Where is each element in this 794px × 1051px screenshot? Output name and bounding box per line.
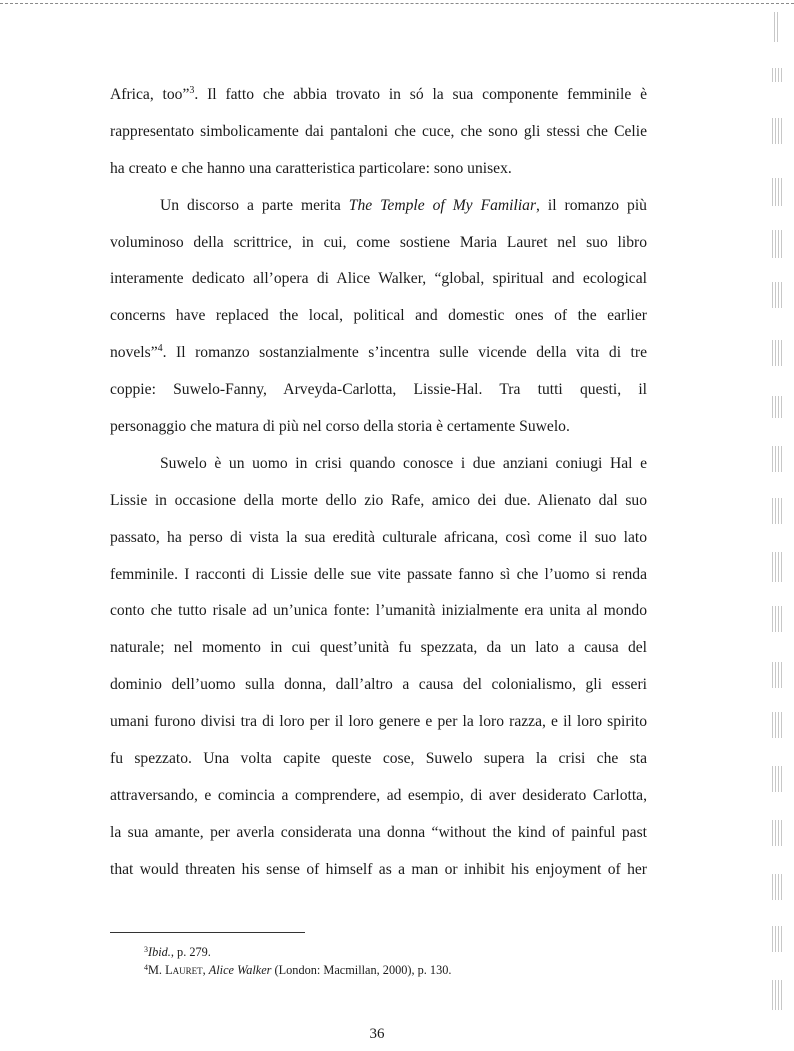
text-line: personaggio che matura di più nel corso della storia è certamente Suwelo.: [110, 418, 570, 436]
text-line: concerns have replaced the local, political and domestic ones of the earlier: [110, 307, 647, 325]
text-line: Un discorso a parte merita The Temple of My Familiar, il romanzo più: [160, 196, 647, 214]
text-line: Suwelo è un uomo in crisi quando conosce i due anziani coniugi Hal e: [160, 454, 647, 472]
scan-artifact: [772, 712, 784, 738]
page-number: 36: [369, 1026, 385, 1042]
author-name: M. Lauret: [148, 963, 203, 977]
text-line: that would threaten his sense of himself as a man or inhibit his enjoyment of her: [110, 860, 647, 878]
scan-artifact: [772, 766, 784, 792]
footnotes: [110, 943, 650, 979]
scan-artifact: [772, 874, 784, 900]
scan-artifact: [772, 980, 784, 1010]
text-line: coppie: Suwelo-Fanny, Arveyda-Carlotta, Lissie-Hal. Tra tutti questi, il: [110, 381, 647, 399]
footnote-3: $^3$Ibid., p. 279.: [144, 945, 211, 959]
text-line: fu spezzato. Una volta capite queste cose, Suwelo supera la crisi che sta: [110, 750, 647, 768]
scan-artifact: [774, 12, 780, 42]
scan-artifact: [772, 446, 784, 472]
text-line: voluminoso della scrittrice, in cui, come sostiene Maria Lauret nel suo libro: [110, 233, 647, 251]
text-line: umani furono divisi tra di loro per il loro genere e per la loro razza, e il loro spirito: [110, 713, 647, 731]
scan-artifact: [772, 340, 784, 366]
scan-top-border: [0, 3, 794, 4]
scan-artifact: [772, 118, 784, 144]
text-line: la sua amante, per averla considerata una donna “without the kind of painful past: [110, 823, 647, 841]
scan-artifact: [772, 662, 784, 688]
text-line: ha creato e che hanno una caratteristica particolare: sono unisex.: [110, 159, 512, 177]
scan-artifact: [772, 926, 784, 952]
book-title: The Temple of My Familiar: [348, 196, 537, 214]
page-body: [110, 77, 647, 889]
scan-artifact: [772, 498, 784, 524]
scan-artifact: [772, 178, 784, 206]
footnote-4: $^4$M. Lauret, Alice Walker (London: Macmillan, 2000), p. 130.: [144, 963, 452, 977]
scan-artifact: [772, 230, 784, 258]
text-line: naturale; nel momento in cui quest’unità fu spezzata, da un lato a causa del: [110, 639, 647, 657]
text-line: novels”$^4$. Il romanzo sostanzialmente s’incentra sulle vicende della vita di tre: [110, 343, 647, 362]
scan-artifact: [772, 396, 784, 418]
text-line: attraversando, e comincia a comprendere, ad esempio, di aver desiderato Carlotta,: [110, 786, 647, 804]
footnote-ref-4: 4: [157, 343, 163, 355]
scan-artifact: [772, 606, 784, 632]
text-line: femminile. I racconti di Lissie delle sue vite passate fanno sì che l’uomo si renda: [110, 565, 647, 583]
text-line: interamente dedicato all’opera di Alice Walker, “global, spiritual and ecological: [110, 270, 647, 288]
scan-edge-artifacts: [768, 0, 794, 1051]
text-line: Lissie in occasione della morte dello zio Rafe, amico dei due. Alienato dal suo: [110, 491, 647, 509]
text-line: rappresentato simbolicamente dai pantaloni che cuce, che sono gli stessi che Celie: [110, 122, 647, 140]
text-line: Africa, too”$^3$. Il fatto che abbia trovato in só la sua componente femminile è: [110, 85, 647, 103]
text-line: dominio dell’uomo sulla donna, dall’altro a causa del colonialismo, gli esseri: [110, 676, 647, 694]
footnote-separator: [110, 932, 305, 933]
scan-artifact: [772, 282, 784, 308]
text-line: passato, ha perso di vista la sua eredità culturale africana, così come il suo lato: [110, 528, 647, 546]
text-line: conto che tutto risale ad un’unica fonte: l’umanità inizialmente era unita al mondo: [110, 602, 647, 620]
scan-artifact: [772, 552, 784, 582]
footnote-ref-3: 3: [189, 85, 195, 96]
scan-artifact: [772, 820, 784, 846]
scan-artifact: [772, 68, 782, 82]
